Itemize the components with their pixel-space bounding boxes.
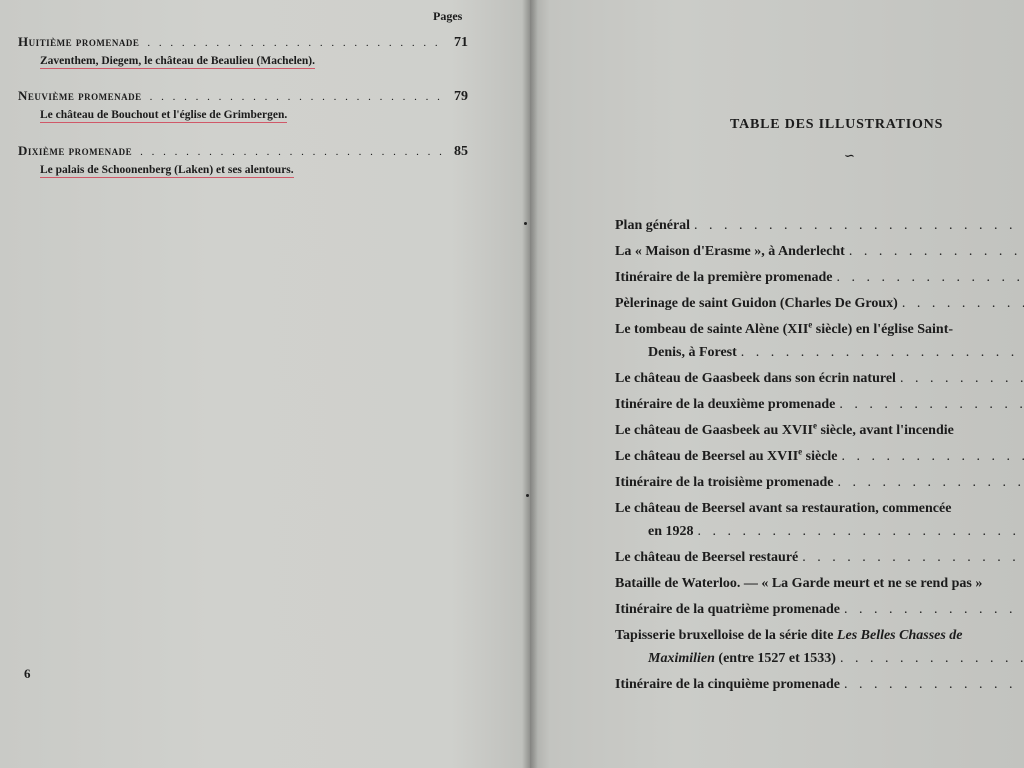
dot-leader (838, 471, 1024, 494)
dot-leader (849, 240, 1024, 263)
toc-entry (18, 34, 468, 69)
dot-leader (840, 647, 1024, 670)
illustrations-list (615, 214, 1024, 696)
list-item-continuation: Maximilien (entre 1527 et 1533) . . . (615, 647, 1024, 670)
dot-leader (844, 673, 1024, 696)
page-number: 6 (24, 666, 31, 681)
page-title: TABLE DES ILLUSTRATIONS (730, 117, 944, 132)
dot-leader (842, 445, 1024, 468)
list-item: Le château de Beersel au XVIIe siècle . . . (615, 445, 1024, 468)
list-item: La « Maison d'Erasme », à Anderlecht . . . (615, 240, 1024, 263)
toc-page-number: 85 (454, 144, 468, 159)
toc-page-number: 71 (454, 35, 468, 50)
toc-subtitle: Le palais de Schoonenberg (Laken) et ses alentours. (40, 164, 294, 176)
dot-leader (698, 520, 1024, 543)
list-item: Le tombeau de sainte Alène (XIIe siècle) en l'église Saint- (615, 319, 954, 337)
dot-leader (836, 266, 1024, 289)
toc-title: Huitième promenade (18, 34, 140, 49)
list-item: Itinéraire de la deuxième promenade . . . (615, 393, 1024, 416)
list-item: Tapisserie bruxelloise de la série dite Les Belles Chasses de (615, 628, 963, 643)
binding-mark (526, 494, 529, 497)
ornament-icon: ∽ (844, 148, 855, 163)
list-item: Plan général . . . (615, 214, 1024, 237)
dot-leader (694, 214, 1024, 237)
right-page (530, 0, 1024, 768)
dot-leader (147, 37, 442, 49)
list-item-continuation: Denis, à Forest . . . (615, 341, 1024, 364)
dot-leader (902, 292, 1024, 315)
toc-page-number: 79 (454, 89, 468, 104)
dot-leader (140, 146, 442, 158)
list-item: Le château de Gaasbeek dans son écrin naturel . . . (615, 367, 1024, 390)
dot-leader (802, 546, 1024, 569)
binding-mark (524, 222, 527, 225)
list-item: Itinéraire de la cinquième promenade . . . (615, 673, 1024, 696)
toc-title: Dixième promenade (18, 143, 133, 158)
list-item-continuation: en 1928 . . . (615, 520, 1024, 543)
list-item: Itinéraire de la quatrième promenade . . . (615, 598, 1024, 621)
list-item: Le château de Beersel avant sa restauration, commencée (615, 501, 952, 516)
book-gutter (522, 0, 538, 768)
list-item: Pèlerinage de saint Guidon (Charles De Groux) . . . (615, 292, 1024, 315)
dot-leader (900, 367, 1024, 390)
dot-leader (741, 341, 1024, 364)
list-item: Itinéraire de la première promenade . . . (615, 266, 1024, 289)
dot-leader (844, 598, 1024, 621)
toc-title: Neuvième promenade (18, 88, 142, 103)
toc-entry (18, 143, 468, 178)
list-item: Le château de Beersel restauré . . . (615, 546, 1024, 569)
toc-subtitle: Zaventhem, Diegem, le château de Beaulieu (Machelen). (40, 55, 315, 67)
list-item: Itinéraire de la troisième promenade . . . (615, 471, 1024, 494)
dot-leader (150, 91, 442, 103)
toc-entry (18, 88, 468, 123)
toc-subtitle: Le château de Bouchout et l'église de Grimbergen. (40, 109, 288, 121)
list-item: Bataille de Waterloo. — « La Garde meurt et ne se rend pas » (615, 576, 983, 591)
list-item: Le château de Gaasbeek au XVIIe siècle, avant l'incendie (615, 420, 954, 438)
dot-leader (839, 393, 1024, 416)
pages-column-header: Pages (433, 9, 463, 23)
